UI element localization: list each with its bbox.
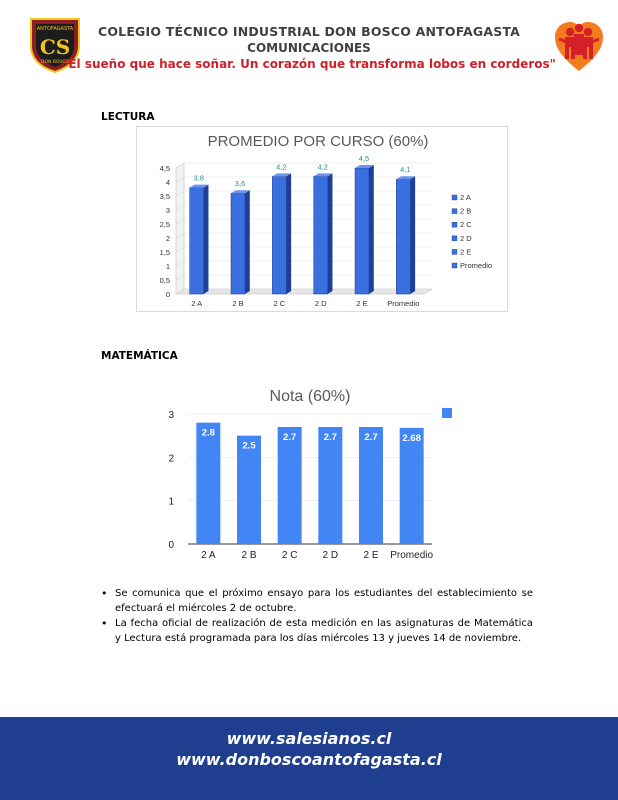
bar [196, 423, 220, 544]
y-tick-label: 3,5 [159, 192, 170, 201]
bar [400, 428, 424, 544]
y-tick-label: 1,5 [159, 248, 170, 257]
bar-side [369, 165, 374, 294]
data-label: 3,6 [234, 179, 246, 189]
legend-swatch [452, 222, 457, 227]
announcement-list [101, 587, 533, 647]
y-tick-label: 2 [165, 234, 170, 243]
bar [237, 436, 261, 544]
y-tick-label: 4,5 [159, 164, 170, 173]
legend-swatch [442, 408, 452, 418]
y-tick-label: 0,5 [159, 276, 170, 285]
y-tick-label: 0 [168, 540, 174, 551]
x-tick-label: 2 B [241, 550, 257, 561]
bar [318, 427, 342, 544]
data-label: 4,2 [276, 162, 287, 172]
x-tick-label: Promedio [387, 299, 420, 308]
legend-item: 2 A [460, 193, 471, 202]
legend-swatch [452, 236, 457, 241]
school-motto: "El sueño que hace soñar. Un corazón que transforma lobos en corderos" [62, 57, 556, 71]
x-tick-label: 2 C [281, 550, 298, 561]
announcement-item: • Se comunica que el próximo ensayo para los estudiantes del establecimiento se efectuará el miércoles 2 de octubre. [101, 587, 533, 616]
bar-side [410, 176, 415, 294]
y-tick-label: 0 [165, 290, 170, 299]
department-name: COMUNICACIONES [247, 41, 371, 55]
data-label: 2.7 [283, 432, 297, 443]
footer-link-donbosco[interactable]: www.donboscoantofagasta.cl [176, 750, 442, 769]
data-label: 2.5 [242, 440, 256, 452]
bar [359, 427, 383, 544]
chart-title: PROMEDIO POR CURSO (60%) [207, 133, 429, 150]
y-tick-label: 1 [165, 262, 170, 271]
bar-side [204, 185, 209, 294]
y-tick-label: 3 [165, 206, 170, 215]
data-label: 4,2 [317, 162, 328, 172]
legend-item: 2 B [460, 206, 472, 216]
footer-banner [0, 717, 618, 800]
bar-side [245, 190, 250, 294]
data-label: 2.7 [323, 432, 337, 443]
math-grade-chart [160, 380, 480, 566]
math-section-title: MATEMÁTICA [101, 350, 178, 362]
crest-letters: CS [39, 35, 71, 59]
x-tick-label: 2 E [363, 550, 379, 561]
bar [314, 176, 328, 294]
y-tick-label: 1 [168, 496, 174, 508]
announcement-item: • La fecha oficial de realización de esta medición en las asignaturas de Matemática y Lectura está programada para los días miércoles 13 y jueves 14 de noviembre. [101, 617, 533, 646]
x-tick-label: 2 D [322, 550, 339, 561]
legend-item: 2 D [460, 233, 472, 243]
data-label: 3,8 [193, 173, 204, 183]
bar [272, 176, 286, 294]
legend-item: 2 C [460, 220, 472, 230]
legend-item: Promedio [460, 261, 493, 270]
bar [355, 168, 369, 294]
legend-swatch [452, 263, 457, 268]
chart-title: Nota (60%) [269, 388, 351, 405]
bar-side [286, 173, 291, 294]
school-name: COLEGIO TÉCNICO INDUSTRIAL DON BOSCO ANTOFAGASTA [97, 24, 521, 39]
y-tick-label: 4 [165, 178, 170, 187]
chart-side-wall [176, 163, 184, 294]
x-tick-label: 2 E [356, 299, 368, 308]
bar [278, 427, 302, 544]
chart-floor [176, 289, 432, 294]
crest-bottom-text: DON BOSCO [41, 60, 69, 65]
x-tick-label: 2 C [273, 299, 286, 308]
reading-average-chart [136, 126, 508, 312]
y-tick-label: 3 [168, 410, 174, 421]
data-label: 2.8 [201, 427, 215, 439]
footer-link-salesianos[interactable]: www.salesianos.cl [226, 729, 392, 748]
y-tick-label: 2,5 [159, 220, 170, 229]
bar [190, 188, 204, 294]
bar-side [328, 173, 333, 294]
crest-top-text: ANTOFAGASTA [36, 26, 74, 32]
x-tick-label: 2 B [232, 299, 244, 308]
legend-swatch [452, 209, 457, 214]
data-label: 4,5 [358, 154, 370, 163]
x-tick-label: 2 A [201, 550, 216, 561]
reading-section-title: LECTURA [101, 111, 155, 123]
data-label: 2.7 [364, 432, 378, 443]
data-label: 2.68 [402, 432, 421, 444]
bar [231, 193, 245, 294]
salesian-heart-logo [553, 17, 605, 75]
x-tick-label: Promedio [390, 550, 434, 561]
legend-swatch [452, 249, 457, 254]
x-tick-label: 2 D [314, 299, 327, 308]
legend-swatch [452, 195, 457, 200]
data-label: 4,1 [400, 165, 411, 175]
bar [396, 179, 410, 294]
x-tick-label: 2 A [191, 299, 203, 308]
legend-item: 2 E [460, 247, 472, 257]
y-tick-label: 2 [168, 453, 174, 465]
